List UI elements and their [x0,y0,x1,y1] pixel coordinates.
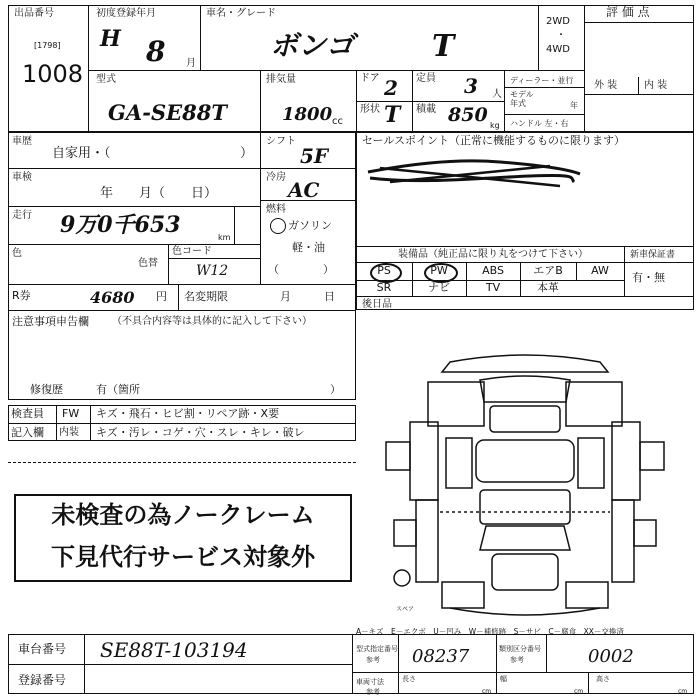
seats-label: 定員 [416,73,436,84]
dims-label: 車両寸法 [356,678,384,686]
shift-value: 5F [300,144,329,168]
recycle-value: 4680 [90,288,135,307]
repair-label: 修復歴 [30,383,63,396]
equip-pw-circle [424,263,458,283]
drive-dot: ・ [556,30,566,41]
equip-abs: ABS [482,264,504,277]
notes-sub: （不具合内容等は具体的に記入して下さい） [112,316,312,327]
seats-value: 3 [464,74,478,98]
drive-4wd: 4WD [546,44,570,55]
width-unit: cm [574,688,584,695]
model-value: GA-SE88T [108,100,227,125]
fw-label: FW [62,407,80,420]
designation-value: 08237 [412,646,470,667]
fuel-diesel: 軽・油 [292,241,325,254]
category-sub: 参考 [510,656,524,664]
capacity-label: 積載 [416,104,436,115]
equip-ps-circle [370,263,402,283]
displacement-value: 1800 [282,104,333,125]
chassis-label: 車台番号 [18,642,67,656]
displacement-unit: cc [332,116,343,127]
capacity-unit: kg [490,121,500,130]
history-value: 自家用・（ [52,146,111,161]
name-change-label: 名変期限 [184,290,228,303]
category-label: 類別区分番号 [499,645,541,653]
warranty-value: 有・無 [632,271,665,284]
mileage-value: 9万0千653 [60,212,181,238]
dealer-label: ディーラー・並行 [510,76,574,85]
inspection-label: 車検 [12,172,32,183]
equip-tv: TV [485,281,501,294]
width-label: 幅 [500,675,507,683]
inspector-label: 検査員 [11,407,44,420]
fuel-gas-circle [270,218,286,234]
rating-label: 評 価 点 [606,5,650,19]
recycle-label: R券 [12,289,31,302]
capacity-value: 850 [448,104,488,126]
fw-text: キズ・飛石・ヒビ割・リペア跡・X要 [96,407,280,420]
equip-ps: PS [377,264,391,277]
equip-aw: AW [591,264,609,277]
equip-sr: SR [376,281,392,294]
name-change-value: 月 日 [280,290,335,303]
model-label: 型式 [96,74,116,85]
first-reg-label: 初度登録年月 [96,8,156,19]
chassis-value: SE88T-103194 [100,638,248,662]
lot-label: 出品番号 [14,8,54,19]
fuel-gas: ガソリン [288,219,332,232]
fuel-other: （ ） [268,263,334,276]
reg-label: 登録番号 [18,673,67,687]
designation-label: 型式指定番号 [356,645,398,653]
equip-navi: ナビ [428,281,450,294]
ac-label: 冷房 [266,172,286,183]
entry-label: 記入欄 [11,426,44,439]
designation-sub: 参考 [366,656,380,664]
doors-label: ドア [360,73,380,84]
equip-pw: PW [430,264,448,277]
mileage-unit: km [218,233,231,242]
equip-airbag: エアB [533,264,563,277]
sales-scribble [360,148,590,198]
car-name: ボンゴ [270,29,355,62]
first-reg-year: 8 [146,35,166,68]
first-reg-era: H [100,26,121,52]
car-damage-diagram [380,350,670,618]
shape-value: T [384,102,401,128]
rear-seat-label: 後日品 [362,299,392,310]
damage-legend: A－キズ E－エクボ U－凹み W－補修跡 S－サビ C－腐食 XX－交換済 [356,627,624,636]
recycle-unit: 円 [156,290,167,303]
model-year-label: モデル年式 [510,90,534,108]
handle-label: ハンドル 左・右 [510,119,569,128]
first-reg-month-unit: 月 [186,58,196,69]
warranty-label: 新車保証書 [630,250,676,260]
equip-label: 装備品（純正品に限り丸をつけて下さい） [398,249,588,260]
lot-number: 1008 [22,60,84,88]
seats-unit: 人 [492,89,502,100]
history-close: ） [240,146,254,161]
int-label: 内装 [59,427,79,438]
color-code-value: W12 [196,263,229,279]
lot-sub: [1798] [34,41,61,50]
length-label: 長さ [402,675,416,683]
category-value: 0002 [588,646,634,667]
height-label: 高さ [596,675,610,683]
inspection-value: 年 月（ 日） [100,186,218,201]
ac-value: AC [288,178,320,202]
int-text: キズ・汚レ・コゲ・穴・スレ・キレ・破レ [96,426,305,439]
banner-line2: 下見代行サービス対象外 [51,543,315,571]
dims-sub: 参考 [366,688,380,696]
exterior-label: 外 装 [594,80,618,91]
shift-label: シフト [266,136,296,147]
repair-value: 有（箇所 [96,383,140,396]
color-label: 色 [12,248,22,259]
fuel-label: 燃料 [266,204,286,215]
equip-leather: 本革 [537,281,559,294]
dashed-separator [8,462,356,463]
color-change-label: 色替 [138,258,158,269]
notes-label: 注意事項申告欄 [12,315,89,328]
drive-2wd: 2WD [546,16,570,27]
model-year-unit: 年 [570,101,578,110]
displacement-label: 排気量 [266,74,296,85]
grade: T [432,29,455,64]
length-unit: cm [482,688,492,695]
height-unit: cm [678,688,688,695]
car-name-label: 車名・グレード [206,8,276,19]
shape-label: 形状 [360,104,380,115]
mileage-label: 走行 [12,210,32,221]
history-label: 車歴 [12,136,32,147]
banner-line1: 未検査の為ノークレーム [51,501,315,529]
interior-label: 内 装 [644,80,668,91]
color-code-label: 色コード [172,246,212,257]
repair-close: ） [330,383,341,396]
doors-value: 2 [384,76,398,100]
spare-label: スペア [396,606,415,613]
sales-label: セールスポイント（正常に機能するものに限ります） [362,134,626,147]
